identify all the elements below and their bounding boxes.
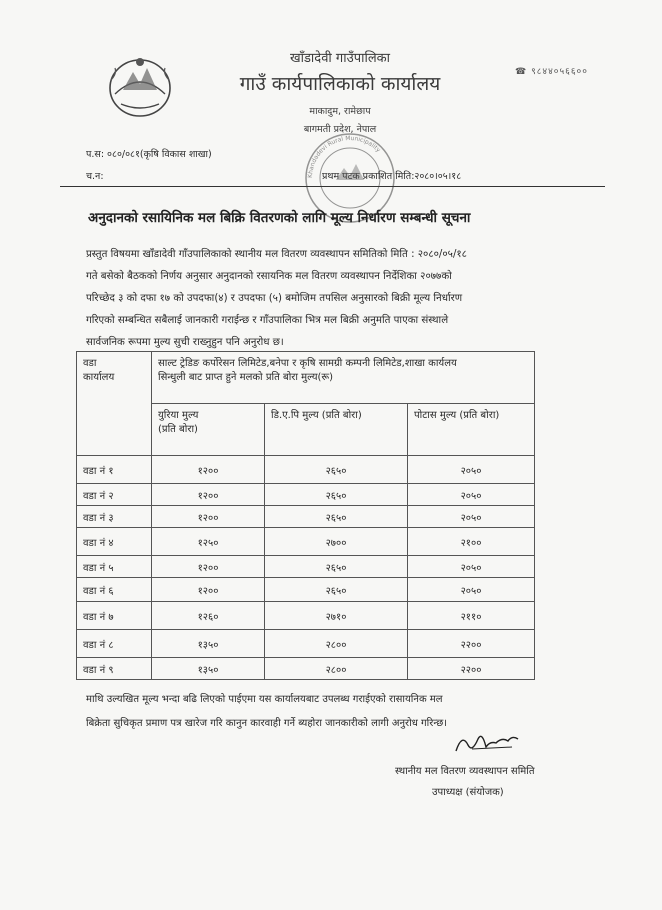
potash-price: २२००: [408, 630, 535, 658]
potash-header-cell: पोटास मुल्य (प्रति बोरा): [408, 404, 535, 456]
urea-price: १२००: [152, 556, 265, 578]
warning-line: बिक्रेता सुचिकृत प्रमाण पत्र खारेज गरि कानुन कारवाही गर्ने ब्यहोरा जानकारीको लागी अनुरोध गरिन्छ।: [86, 718, 448, 729]
urea-price: १३५०: [152, 658, 265, 680]
fertilizer-price-table: [76, 351, 535, 680]
urea-header-line: युरिया मुल्य: [158, 410, 199, 421]
urea-price: १२५०: [152, 528, 265, 556]
table-row: [77, 556, 535, 578]
paragraph-line: गते बसेको बैठकको निर्णय अनुसार अनुदानको रसायनिक मल वितरण व्यवस्थापन निर्देशिका २०७७को: [86, 271, 452, 282]
ward-cell: वडा नं ५: [77, 556, 152, 578]
potash-price: २०५०: [408, 456, 535, 484]
svg-text:Khandadevi Rural Municipality: Khandadevi Rural Municipality: [306, 134, 382, 179]
dap-price: २६५०: [265, 456, 408, 484]
potash-price: २०५०: [408, 506, 535, 528]
address-line-1: माकादुम, रामेछाप: [309, 106, 371, 117]
dap-price: २६५०: [265, 484, 408, 506]
dispatch-number: च.न:: [86, 171, 104, 182]
urea-header-cell: [152, 404, 265, 456]
publish-date: प्रथम पटक प्रकाशित मिति:२०८०।०५।१८: [322, 171, 462, 182]
ward-cell: वडा नं २: [77, 484, 152, 506]
table-row: [77, 456, 535, 484]
urea-price: १२६०: [152, 602, 265, 630]
dap-header-cell: डि.ए.पि मुल्य (प्रति बोरा): [265, 404, 408, 456]
office-name: गाउँ कार्यपालिकाको कार्यालय: [239, 73, 441, 95]
ward-cell: वडा नं १: [77, 456, 152, 484]
dap-price: २७१०: [265, 602, 408, 630]
potash-price: २११०: [408, 602, 535, 630]
ward-header-line: वडा: [83, 358, 97, 369]
warning-line: माथि उल्यखित मूल्य भन्दा बढि लिएको पाईएमा यस कार्यालयबाट उपलब्ध गराईएको रासायनिक मल: [86, 694, 443, 705]
potash-price: २२००: [408, 658, 535, 680]
dap-price: २८००: [265, 658, 408, 680]
address-line-2: बागमती प्रदेश, नेपाल: [303, 124, 377, 135]
ward-header-line: कार्यालय: [83, 372, 115, 383]
ward-cell: वडा नं ६: [77, 578, 152, 602]
table-row: [77, 602, 535, 630]
urea-price: १२००: [152, 456, 265, 484]
paragraph-line: परिच्छेद ३ को दफा १७ को उपदफा(४) र उपदफा (५) बमोजिम तपसिल अनुसारको बिक्री मूल्य निर्धारण: [86, 293, 463, 304]
paragraph-line: गरिएको सम्बन्धित सबैलाई जानकारी गराईन्छ र गाँउपालिका भित्र मल बिक्री अनुमति पाएका संस्थाले: [86, 315, 449, 326]
dap-price: २८००: [265, 630, 408, 658]
table-row: [77, 658, 535, 680]
ward-cell: वडा नं ९: [77, 658, 152, 680]
urea-price: १२००: [152, 484, 265, 506]
potash-price: २०५०: [408, 556, 535, 578]
ward-cell: वडा नं ३: [77, 506, 152, 528]
table-row: [77, 528, 535, 556]
notice-paragraph: [86, 244, 586, 354]
urea-price: १३५०: [152, 630, 265, 658]
table-row: [77, 506, 535, 528]
ward-header-cell: [77, 352, 152, 456]
ward-cell: वडा नं ७: [77, 602, 152, 630]
phone-number: ☎ ९८४४०५६६००: [515, 67, 588, 77]
potash-price: २१००: [408, 528, 535, 556]
urea-price: १२००: [152, 506, 265, 528]
committee-name: स्थानीय मल वितरण व्यवस्थापन समिति: [395, 766, 535, 777]
reference-number: प.स: ०८०/०८१(कृषि विकास शाखा): [86, 149, 212, 160]
municipality-name: खाँडादेवी गाउँपालिका: [289, 51, 391, 66]
paragraph-line: सार्वजनिक रूपमा मुल्य सुची राख्नुहुन पनि अनुरोध छ।: [86, 337, 284, 348]
table-row: [77, 484, 535, 506]
table-row: [77, 630, 535, 658]
ward-cell: वडा नं ४: [77, 528, 152, 556]
dap-price: २६५०: [265, 578, 408, 602]
supplier-line: सिन्धुली बाट प्राप्त हुने मलको प्रति बोरा मुल्य(रू): [158, 372, 334, 383]
notice-title: अनुदानको रसायिनिक मल बिक्रि वितरणको लागि मूल्य निर्धारण सम्बन्धी सूचना: [88, 210, 471, 226]
supplier-line: साल्ट ट्रेडिङ कर्पोरेसन लिमिटेड,बनेपा र कृषि सामग्री कम्पनी लिमिटेड,शाखा कार्यलय: [158, 358, 457, 369]
header-divider: [60, 186, 605, 187]
signatory-role: उपाध्यक्ष (संयोजक): [432, 787, 504, 798]
dap-price: २७००: [265, 528, 408, 556]
dap-price: २६५०: [265, 506, 408, 528]
potash-price: २०५०: [408, 578, 535, 602]
potash-price: २०५०: [408, 484, 535, 506]
table-row: [77, 578, 535, 602]
urea-price: १२००: [152, 578, 265, 602]
supplier-header-cell: [152, 352, 535, 404]
dap-price: २६५०: [265, 556, 408, 578]
ward-cell: वडा नं ८: [77, 630, 152, 658]
handwritten-signature: [452, 727, 532, 757]
urea-header-line: (प्रति बोरा): [158, 424, 198, 435]
paragraph-line: प्रस्तुत विषयमा खाँडादेवी गाँउपालिकाको स्थानीय मल वितरण व्यवस्थापन समितिको मिति : २०८०/०५/१८: [86, 249, 467, 260]
